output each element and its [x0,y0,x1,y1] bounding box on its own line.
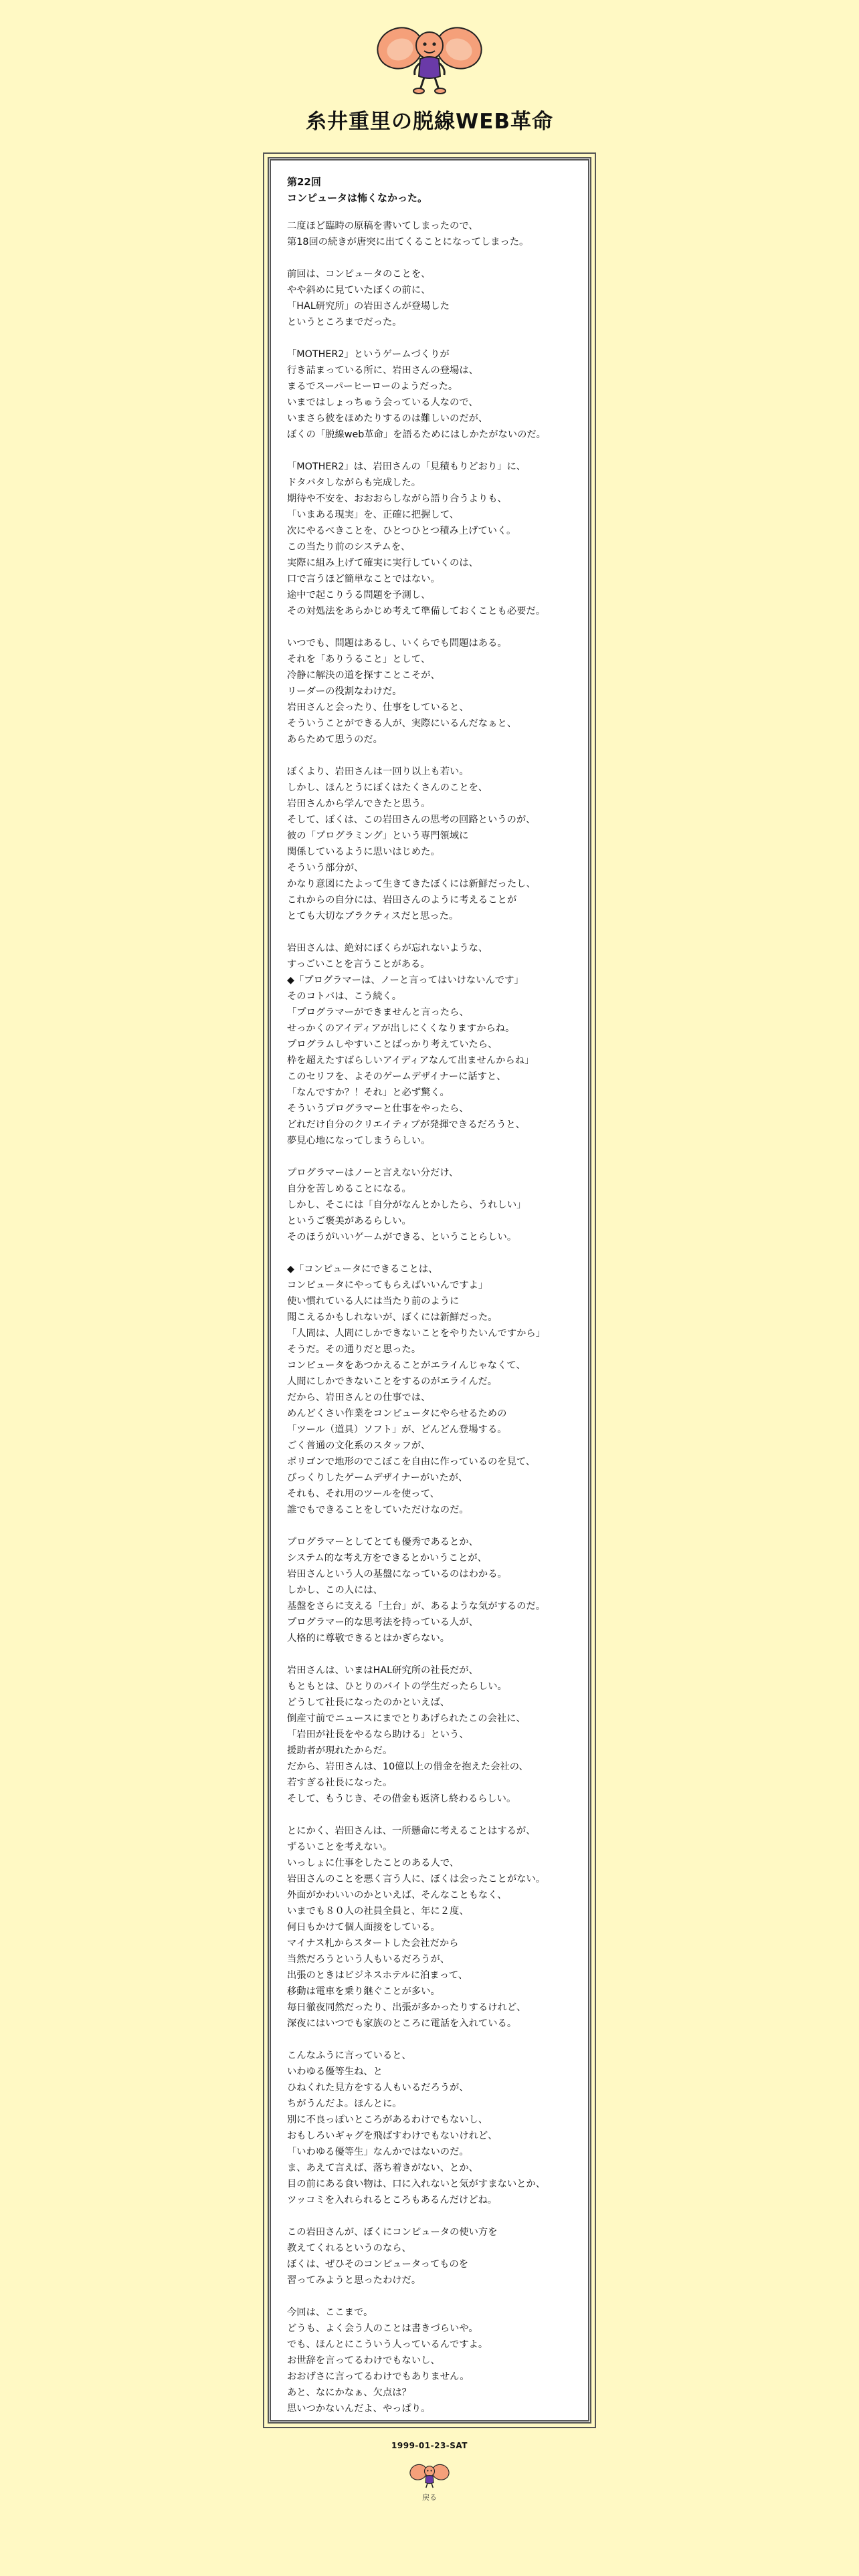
article-paragraph: 岩田さんは、いまはHAL研究所の社長だが、 もともとは、ひとりのバイトの学生だったらしい。 どうして社長になったのかといえば、 倒産寸前でニュースにまでとりあげられたこの会社に、 「岩田が社長をやるなら助ける」という、 援助者が現れたからだ。 だから、岩田さんは、10億以上の借金を抱えた会社の、 若すぎる社長になった。 そして、もうじき、その借金も返済し終わるらしい。 [287,1665,529,1804]
article-body [268,157,591,2424]
article-paragraph: こんなふうに言っていると、 いわゆる優等生ね、と ひねくれた見方をする人もいるだろうが、 ちがうんだよ。ほんとに。 別に不良っぽいところがあるわけでもないし、 おもしろいギャグを飛ばすわけでもないけれど、 「いわゆる優等生」なんかではないのだ。 ま、あえて言えば、落ち着きがない、とか、 目の前にある食い物は、口に入れないと気がすまないとか、 ツッコミを入れられるところもあるんだけどね。 [287,2050,546,2206]
article-paragraph: ◆「コンピュータにできることは、 コンピュータにやってもらえばいいんですよ」 使い慣れている人には当たり前のように 聞こえるかもしれないが、ぼくには新鮮だった。 「人間は、人間にしかできないことをやりたいんですから」 そうだ。その通りだと思った。 コンピュータをあつかえることがエライんじゃなくて、 人間にしかできないことをするのがエライんだ。 だから、岩田さんとの仕事では、 めんどくさい作業をコンピュータにやらせるための 「ツール（道具）ソフト」が、どんどん登場する。 ごく普通の文化系のスタッフが、 ポリゴンで地形のでこぼこを自由に作っているのを見て、 びっくりしたゲームデザイナーがいたが、 それも、それ用のツールを使って、 誰でもできることをしていただけなのだ。 [287,1264,546,1515]
article-title: コンピュータは怖くなかった。 [287,192,428,204]
article-paragraph: いつでも、問題はあるし、いくらでも問題はある。 それを「ありうること」として、 冷静に解決の道を探すことこそが、 リーダーの役割なわけだ。 岩田さんと会ったり、仕事をしていると、 そういうことができる人が、実際にいるんだなぁと、 あらためて思うのだ。 [287,638,517,745]
article-paragraph: 「MOTHER2」は、岩田さんの「見積もりどおり」に、 ドタバタしながらも完成した。 期待や不安を、おおおらしながら語り合うよりも、 「いまある現実」を、正確に把握して、 次にやるべきことを、ひとつひとつ積み上げていく。 この当たり前のシステムを、 実際に組み上げて確実に実行していくのは、 口で言うほど簡単なことではない。 途中で起こりうる問題を予測し、 その対処法をあらかじめ考えて準備しておくことも必要だ。 [287,461,546,617]
article-paragraph: プログラマーとしてとても優秀であるとか、 システム的な考え方をできるとかいうことが、 岩田さんという人の基盤になっているのはわかる。 しかし、この人には、 基盤をさらに支える「土台」が、あるような気がするのだ。 プログラマー的な思考法を持っている人が、 人格的に尊敬できるとはかぎらない。 [287,1537,546,1644]
article-paragraph: 前回は、コンピュータのことを、 やや斜めに見ていたぼくの前に、 「HAL研究所」の岩田さんが登場した というところまでだった。 [287,269,450,328]
publish-date: 1999-01-23-SAT [391,2441,468,2450]
article-frame [263,152,596,2428]
site-title: 糸井重里の脱線WEB革命 [306,110,553,134]
article-paragraph: この岩田さんが、ぼくにコンピュータの使い方を 教えてくれるというのなら、 ぼくは、ぜひそのコンピュータってものを 習ってみようと思ったわけだ。 [287,2227,498,2286]
article-paragraph: 「MOTHER2」というゲームづくりが 行き詰まっている所に、岩田さんの登場は、 まるでスーパーヒーローのようだった。 いまではしょっちゅう会っている人なので、 いまさら彼をほめたりするのは難しいのだが、 ぼくの「脱線web革命」を語るためにはしかたがないのだ。 [287,349,546,440]
article-paragraph: プログラマーはノーと言えない分だけ、 自分を苦しめることになる。 しかし、そこには「自分がなんとかしたら、うれしい」 というご褒美があるらしい。 そのほうがいいゲームができる、ということらしい。 [287,1168,527,1243]
article-issue-number: 第22回 [287,176,321,188]
article-paragraph: 岩田さんは、絶対にぼくらが忘れないような、 すっごいことを言うことがある。 ◆「プログラマーは、ノーと言ってはいけないんです」 そのコトバは、こう続く。 「プログラマーができませんと言ったら、 せっかくのアイディアが出しにくくなりますからね。 プログラムしやすいことばっかり考えていたら、 枠を超えたすばらしいアイディアなんて出ませんからね」 このセリフを、よそのゲームデザイナーに話すと、 「なんですか？！それ」と必ず驚く。 そういうプログラマーと仕事をやったら、 どれだけ自分のクリエイティブが発揮できるだろうと、 夢見心地になってしまうらしい。 [287,943,535,1146]
article-paragraph: とにかく、岩田さんは、一所懸命に考えることはするが、 ずるいことを考えない。 いっしょに仕事をしたことのある人で、 岩田さんのことを悪く言う人に、ぼくは会ったことがない。 外面がかわいいのかといえば、そんなこともなく、 いまでも８０人の社員全員と、年に２度、 何日もかけて個人面接をしている。 マイナス札からスタートした会社だから 当然だろうという人もいるだろうが、 出張のときはビジネスホテルに泊まって、 移動は電車を乗り継ぐことが多い。 毎日徹夜同然だったり、出張が多かったりするけれど、 深夜にはいつでも家族のところに電話を入れている。 [287,1826,546,2029]
back-label: 戻る [422,2493,437,2502]
page-header [0,20,859,134]
big-eared-monkey-mascot-icon [376,20,483,95]
article-paragraph: 今回は、ここまで。 どうも、よく会う人のことは書きづらいや。 でも、ほんとにこういう人っているんですよ。 お世辞を言ってるわけでもないし、 おおげさに言ってるわけでもありません。 あと、なにかなぁ、欠点は？ 思いつかないんだよ、やっぱり。 [287,2307,488,2414]
back-link[interactable] [403,2461,456,2502]
article-paragraph: 二度ほど臨時の原稿を書いてしまったので、 第18回の続きが唐突に出てくることになってしまった。 [287,221,529,247]
article-paragraph: ぼくより、岩田さんは一回り以上も若い。 しかし、ほんとうにぼくはたくさんのことを、 岩田さんから学んできたと思う。 そして、ぼくは、この岩田さんの思考の回路というのが、 彼の「プログラミング」という専門領域に 関係しているように思いはじめた。 そういう部分が、 かなり意図にたよって生きてきたぼくには新鮮だったし、 これからの自分には、岩田さんのように考えることが とても大切なプラクティスだと思った。 [287,766,536,922]
small-monkey-mascot-icon [409,2461,450,2490]
